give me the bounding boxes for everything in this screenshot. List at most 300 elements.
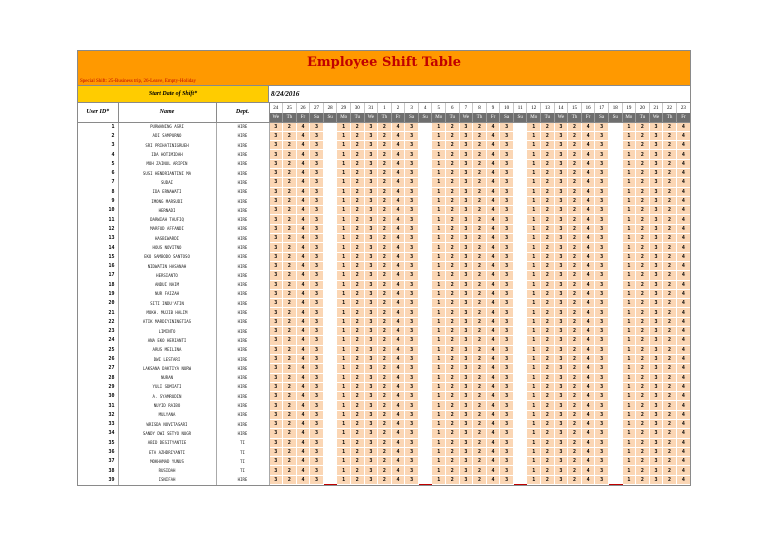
shift-cell[interactable]: 1: [622, 438, 636, 447]
shift-cell[interactable]: 3: [405, 466, 419, 475]
shift-cell[interactable]: 3: [554, 410, 568, 419]
name-cell[interactable]: NURAN: [118, 373, 216, 382]
shift-cell[interactable]: 3: [649, 234, 663, 243]
shift-cell[interactable]: 4: [296, 401, 310, 410]
shift-cell[interactable]: 2: [350, 447, 364, 456]
shift-cell[interactable]: 3: [649, 150, 663, 159]
shift-cell[interactable]: [418, 243, 432, 252]
shift-cell[interactable]: 2: [378, 466, 392, 475]
shift-cell[interactable]: 3: [595, 150, 609, 159]
shift-cell[interactable]: 2: [473, 429, 487, 438]
shift-cell[interactable]: 3: [500, 382, 514, 391]
shift-cell[interactable]: 4: [296, 345, 310, 354]
shift-cell[interactable]: 2: [473, 122, 487, 131]
name-cell[interactable]: HASBIWARDI: [118, 234, 216, 243]
shift-cell[interactable]: 4: [581, 252, 595, 261]
shift-cell[interactable]: 1: [432, 345, 446, 354]
shift-cell[interactable]: 3: [595, 354, 609, 363]
shift-cell[interactable]: 1: [622, 178, 636, 187]
shift-cell[interactable]: 1: [622, 168, 636, 177]
shift-cell[interactable]: 3: [364, 299, 378, 308]
user-id-cell[interactable]: 3: [78, 141, 118, 150]
shift-cell[interactable]: [418, 410, 432, 419]
shift-cell[interactable]: 4: [296, 141, 310, 150]
shift-cell[interactable]: 1: [432, 289, 446, 298]
shift-cell[interactable]: 4: [391, 308, 405, 317]
shift-cell[interactable]: 4: [581, 178, 595, 187]
name-cell[interactable]: HOUS NOVITNO: [118, 243, 216, 252]
shift-cell[interactable]: 3: [364, 345, 378, 354]
shift-cell[interactable]: 2: [568, 299, 582, 308]
dept-cell[interactable]: HIRE: [216, 234, 269, 243]
shift-cell[interactable]: 3: [554, 382, 568, 391]
shift-cell[interactable]: 2: [663, 410, 677, 419]
shift-cell[interactable]: 1: [527, 466, 541, 475]
shift-cell[interactable]: 4: [581, 429, 595, 438]
shift-cell[interactable]: 3: [405, 364, 419, 373]
shift-cell[interactable]: [513, 159, 527, 168]
shift-cell[interactable]: 1: [337, 280, 351, 289]
shift-cell[interactable]: 3: [269, 392, 283, 401]
shift-cell[interactable]: 1: [432, 131, 446, 140]
dept-cell[interactable]: HIRE: [216, 168, 269, 177]
shift-cell[interactable]: 1: [622, 196, 636, 205]
shift-cell[interactable]: 2: [663, 345, 677, 354]
shift-cell[interactable]: 3: [500, 299, 514, 308]
shift-cell[interactable]: 2: [568, 243, 582, 252]
shift-cell[interactable]: 4: [581, 299, 595, 308]
name-cell[interactable]: NIDWATIN HASANAH: [118, 261, 216, 270]
shift-cell[interactable]: [608, 252, 622, 261]
shift-cell[interactable]: 2: [473, 447, 487, 456]
shift-cell[interactable]: 3: [595, 261, 609, 270]
shift-cell[interactable]: 2: [636, 252, 650, 261]
shift-cell[interactable]: 3: [269, 271, 283, 280]
shift-cell[interactable]: [608, 317, 622, 326]
shift-cell[interactable]: 3: [269, 317, 283, 326]
shift-cell[interactable]: 3: [649, 327, 663, 336]
shift-cell[interactable]: 3: [459, 252, 473, 261]
shift-cell[interactable]: 2: [283, 234, 297, 243]
shift-cell[interactable]: 4: [391, 327, 405, 336]
shift-cell[interactable]: 3: [459, 373, 473, 382]
shift-cell[interactable]: 1: [337, 261, 351, 270]
shift-cell[interactable]: 3: [595, 410, 609, 419]
shift-cell[interactable]: 2: [283, 299, 297, 308]
shift-cell[interactable]: 2: [350, 243, 364, 252]
shift-cell[interactable]: 1: [432, 280, 446, 289]
shift-cell[interactable]: 3: [649, 187, 663, 196]
shift-cell[interactable]: 3: [459, 336, 473, 345]
shift-cell[interactable]: 1: [622, 392, 636, 401]
shift-cell[interactable]: 2: [473, 215, 487, 224]
shift-cell[interactable]: 2: [473, 206, 487, 215]
shift-cell[interactable]: 2: [378, 271, 392, 280]
dept-cell[interactable]: HIRE: [216, 401, 269, 410]
shift-cell[interactable]: 3: [405, 382, 419, 391]
shift-cell[interactable]: 3: [595, 438, 609, 447]
shift-cell[interactable]: [418, 224, 432, 233]
shift-cell[interactable]: 3: [500, 159, 514, 168]
shift-cell[interactable]: 3: [459, 308, 473, 317]
shift-cell[interactable]: 2: [473, 392, 487, 401]
shift-cell[interactable]: 3: [364, 196, 378, 205]
shift-cell[interactable]: [513, 447, 527, 456]
shift-cell[interactable]: 2: [473, 354, 487, 363]
shift-cell[interactable]: 3: [554, 271, 568, 280]
shift-cell[interactable]: 4: [296, 159, 310, 168]
shift-cell[interactable]: 1: [527, 215, 541, 224]
shift-cell[interactable]: [323, 271, 337, 280]
shift-cell[interactable]: 3: [649, 215, 663, 224]
shift-cell[interactable]: 4: [581, 234, 595, 243]
shift-cell[interactable]: [513, 299, 527, 308]
shift-cell[interactable]: 2: [350, 215, 364, 224]
shift-cell[interactable]: 4: [391, 196, 405, 205]
shift-cell[interactable]: 3: [649, 410, 663, 419]
shift-cell[interactable]: [323, 447, 337, 456]
shift-cell[interactable]: 1: [527, 382, 541, 391]
shift-cell[interactable]: 4: [486, 187, 500, 196]
shift-cell[interactable]: 1: [337, 364, 351, 373]
shift-cell[interactable]: 3: [554, 438, 568, 447]
shift-cell[interactable]: 3: [405, 354, 419, 363]
user-id-cell[interactable]: 16: [78, 261, 118, 270]
shift-cell[interactable]: 3: [500, 168, 514, 177]
shift-cell[interactable]: 2: [378, 234, 392, 243]
shift-cell[interactable]: [323, 224, 337, 233]
shift-cell[interactable]: 2: [350, 122, 364, 131]
shift-cell[interactable]: 3: [459, 345, 473, 354]
shift-cell[interactable]: 4: [296, 224, 310, 233]
shift-cell[interactable]: 3: [364, 206, 378, 215]
shift-cell[interactable]: 2: [283, 317, 297, 326]
shift-cell[interactable]: 4: [581, 271, 595, 280]
shift-cell[interactable]: 4: [581, 438, 595, 447]
shift-cell[interactable]: 4: [486, 141, 500, 150]
shift-cell[interactable]: 4: [296, 299, 310, 308]
shift-cell[interactable]: 2: [636, 280, 650, 289]
shift-cell[interactable]: [323, 354, 337, 363]
shift-cell[interactable]: 2: [663, 364, 677, 373]
shift-cell[interactable]: 3: [500, 271, 514, 280]
shift-cell[interactable]: 1: [337, 234, 351, 243]
shift-cell[interactable]: 3: [405, 224, 419, 233]
shift-cell[interactable]: 3: [459, 429, 473, 438]
shift-cell[interactable]: 2: [636, 420, 650, 429]
shift-cell[interactable]: [323, 466, 337, 475]
shift-cell[interactable]: 3: [269, 206, 283, 215]
shift-cell[interactable]: 4: [676, 187, 690, 196]
shift-cell[interactable]: 2: [283, 457, 297, 466]
shift-cell[interactable]: 4: [296, 420, 310, 429]
shift-cell[interactable]: 3: [554, 178, 568, 187]
user-id-cell[interactable]: 24: [78, 336, 118, 345]
shift-cell[interactable]: 1: [337, 131, 351, 140]
shift-cell[interactable]: 3: [500, 187, 514, 196]
name-cell[interactable]: ATIK MARDIYININGTIAS: [118, 317, 216, 326]
dept-cell[interactable]: HIRE: [216, 327, 269, 336]
shift-cell[interactable]: 3: [595, 271, 609, 280]
shift-cell[interactable]: 3: [269, 187, 283, 196]
shift-cell[interactable]: [608, 243, 622, 252]
shift-cell[interactable]: 3: [500, 420, 514, 429]
shift-cell[interactable]: 3: [459, 243, 473, 252]
shift-cell[interactable]: [418, 354, 432, 363]
shift-cell[interactable]: 3: [500, 280, 514, 289]
shift-cell[interactable]: 2: [568, 354, 582, 363]
user-id-cell[interactable]: 10: [78, 206, 118, 215]
shift-cell[interactable]: 3: [364, 122, 378, 131]
shift-cell[interactable]: 3: [364, 261, 378, 270]
shift-cell[interactable]: 3: [364, 234, 378, 243]
shift-cell[interactable]: 4: [391, 299, 405, 308]
name-cell[interactable]: SUSI HENDRIANTINI MA: [118, 168, 216, 177]
shift-cell[interactable]: 3: [649, 466, 663, 475]
shift-cell[interactable]: 2: [378, 196, 392, 205]
shift-cell[interactable]: 2: [541, 327, 555, 336]
shift-cell[interactable]: 4: [676, 475, 690, 484]
shift-cell[interactable]: 4: [581, 475, 595, 484]
shift-cell[interactable]: 2: [283, 475, 297, 484]
shift-cell[interactable]: 2: [636, 466, 650, 475]
shift-cell[interactable]: 3: [554, 336, 568, 345]
shift-cell[interactable]: 2: [636, 215, 650, 224]
shift-cell[interactable]: 2: [350, 159, 364, 168]
shift-cell[interactable]: 4: [581, 289, 595, 298]
shift-cell[interactable]: 1: [527, 299, 541, 308]
shift-cell[interactable]: 3: [459, 457, 473, 466]
shift-cell[interactable]: [418, 141, 432, 150]
shift-cell[interactable]: 2: [446, 420, 460, 429]
shift-cell[interactable]: 2: [378, 429, 392, 438]
shift-cell[interactable]: 2: [378, 122, 392, 131]
shift-cell[interactable]: 2: [378, 159, 392, 168]
shift-cell[interactable]: 3: [364, 410, 378, 419]
shift-cell[interactable]: 3: [405, 150, 419, 159]
shift-cell[interactable]: 2: [283, 122, 297, 131]
shift-cell[interactable]: 3: [269, 429, 283, 438]
shift-cell[interactable]: 1: [337, 447, 351, 456]
shift-cell[interactable]: [608, 224, 622, 233]
shift-cell[interactable]: [608, 150, 622, 159]
shift-cell[interactable]: 2: [350, 206, 364, 215]
shift-cell[interactable]: 2: [446, 168, 460, 177]
shift-cell[interactable]: 2: [350, 131, 364, 140]
shift-cell[interactable]: 2: [636, 392, 650, 401]
shift-cell[interactable]: 4: [486, 429, 500, 438]
shift-cell[interactable]: 4: [296, 280, 310, 289]
shift-cell[interactable]: 1: [527, 261, 541, 270]
shift-cell[interactable]: 2: [636, 308, 650, 317]
shift-cell[interactable]: 3: [405, 457, 419, 466]
shift-cell[interactable]: 2: [378, 447, 392, 456]
shift-cell[interactable]: 1: [432, 354, 446, 363]
shift-cell[interactable]: 4: [676, 168, 690, 177]
shift-cell[interactable]: 1: [337, 215, 351, 224]
dept-cell[interactable]: HIRE: [216, 420, 269, 429]
shift-cell[interactable]: [608, 373, 622, 382]
shift-cell[interactable]: 3: [554, 364, 568, 373]
shift-cell[interactable]: 4: [391, 159, 405, 168]
shift-cell[interactable]: 3: [459, 131, 473, 140]
shift-cell[interactable]: 1: [622, 317, 636, 326]
shift-cell[interactable]: 3: [459, 420, 473, 429]
shift-cell[interactable]: 2: [636, 373, 650, 382]
shift-cell[interactable]: 4: [296, 271, 310, 280]
shift-cell[interactable]: 2: [541, 280, 555, 289]
shift-cell[interactable]: 1: [432, 382, 446, 391]
shift-cell[interactable]: 2: [350, 141, 364, 150]
shift-cell[interactable]: 2: [541, 243, 555, 252]
shift-cell[interactable]: 2: [663, 327, 677, 336]
shift-cell[interactable]: 3: [554, 447, 568, 456]
shift-cell[interactable]: 3: [310, 150, 324, 159]
shift-cell[interactable]: 3: [649, 354, 663, 363]
shift-cell[interactable]: 3: [459, 475, 473, 484]
shift-cell[interactable]: 2: [663, 159, 677, 168]
shift-cell[interactable]: 3: [500, 261, 514, 270]
shift-cell[interactable]: [418, 122, 432, 131]
shift-cell[interactable]: 2: [636, 317, 650, 326]
shift-cell[interactable]: 3: [269, 382, 283, 391]
shift-cell[interactable]: 2: [378, 382, 392, 391]
shift-cell[interactable]: 1: [622, 224, 636, 233]
shift-cell[interactable]: 3: [310, 336, 324, 345]
name-cell[interactable]: WRISDA NOVITASARI: [118, 420, 216, 429]
shift-cell[interactable]: 2: [378, 289, 392, 298]
shift-cell[interactable]: 2: [350, 457, 364, 466]
shift-cell[interactable]: 3: [310, 141, 324, 150]
shift-cell[interactable]: 2: [541, 354, 555, 363]
shift-cell[interactable]: 3: [364, 447, 378, 456]
shift-cell[interactable]: 2: [473, 234, 487, 243]
user-id-cell[interactable]: 23: [78, 327, 118, 336]
name-cell[interactable]: MARFUD AFFANDI: [118, 224, 216, 233]
shift-cell[interactable]: 3: [595, 429, 609, 438]
dept-cell[interactable]: HIRE: [216, 336, 269, 345]
user-id-cell[interactable]: 31: [78, 401, 118, 410]
shift-cell[interactable]: 4: [676, 354, 690, 363]
shift-cell[interactable]: 4: [391, 475, 405, 484]
shift-cell[interactable]: 4: [676, 271, 690, 280]
shift-cell[interactable]: 3: [554, 466, 568, 475]
shift-cell[interactable]: 3: [595, 243, 609, 252]
shift-cell[interactable]: 3: [269, 261, 283, 270]
shift-cell[interactable]: [608, 271, 622, 280]
shift-cell[interactable]: 1: [432, 364, 446, 373]
shift-cell[interactable]: 1: [432, 308, 446, 317]
shift-cell[interactable]: 4: [676, 122, 690, 131]
shift-cell[interactable]: 3: [554, 131, 568, 140]
shift-cell[interactable]: 3: [310, 410, 324, 419]
shift-cell[interactable]: [608, 141, 622, 150]
shift-cell[interactable]: 4: [391, 289, 405, 298]
shift-cell[interactable]: 2: [636, 429, 650, 438]
shift-cell[interactable]: 4: [486, 196, 500, 205]
user-id-cell[interactable]: 37: [78, 457, 118, 466]
shift-cell[interactable]: 2: [446, 457, 460, 466]
shift-cell[interactable]: 2: [446, 336, 460, 345]
shift-cell[interactable]: 4: [296, 252, 310, 261]
shift-cell[interactable]: 2: [378, 457, 392, 466]
shift-cell[interactable]: 1: [622, 308, 636, 317]
shift-cell[interactable]: 4: [676, 447, 690, 456]
shift-cell[interactable]: 2: [283, 271, 297, 280]
shift-cell[interactable]: 4: [676, 336, 690, 345]
shift-cell[interactable]: 3: [459, 354, 473, 363]
shift-cell[interactable]: 2: [541, 457, 555, 466]
shift-cell[interactable]: 4: [296, 410, 310, 419]
shift-cell[interactable]: 1: [432, 392, 446, 401]
shift-cell[interactable]: [323, 187, 337, 196]
shift-cell[interactable]: 1: [527, 159, 541, 168]
shift-cell[interactable]: 3: [595, 252, 609, 261]
shift-cell[interactable]: [418, 447, 432, 456]
shift-cell[interactable]: 4: [581, 141, 595, 150]
shift-cell[interactable]: 1: [527, 150, 541, 159]
shift-cell[interactable]: 4: [391, 438, 405, 447]
shift-cell[interactable]: [418, 457, 432, 466]
shift-cell[interactable]: 1: [527, 364, 541, 373]
shift-cell[interactable]: 4: [676, 392, 690, 401]
shift-cell[interactable]: 1: [337, 382, 351, 391]
shift-cell[interactable]: 3: [459, 168, 473, 177]
shift-cell[interactable]: 2: [636, 447, 650, 456]
shift-cell[interactable]: 4: [486, 234, 500, 243]
name-cell[interactable]: SANDY DWI SETYO NUGR: [118, 429, 216, 438]
shift-cell[interactable]: 2: [378, 392, 392, 401]
shift-cell[interactable]: 2: [283, 410, 297, 419]
shift-cell[interactable]: 2: [473, 420, 487, 429]
shift-cell[interactable]: 2: [378, 243, 392, 252]
shift-cell[interactable]: 3: [364, 420, 378, 429]
shift-cell[interactable]: 2: [636, 410, 650, 419]
shift-cell[interactable]: 3: [595, 373, 609, 382]
shift-cell[interactable]: 4: [296, 215, 310, 224]
shift-cell[interactable]: 2: [636, 178, 650, 187]
shift-cell[interactable]: 1: [337, 141, 351, 150]
user-id-cell[interactable]: 20: [78, 299, 118, 308]
shift-cell[interactable]: 2: [473, 308, 487, 317]
shift-cell[interactable]: 1: [527, 271, 541, 280]
shift-cell[interactable]: 2: [473, 299, 487, 308]
shift-cell[interactable]: 2: [636, 187, 650, 196]
shift-cell[interactable]: 2: [568, 466, 582, 475]
shift-cell[interactable]: 3: [554, 392, 568, 401]
dept-cell[interactable]: TI: [216, 438, 269, 447]
user-id-cell[interactable]: 28: [78, 373, 118, 382]
shift-cell[interactable]: 3: [405, 475, 419, 484]
shift-cell[interactable]: [418, 196, 432, 205]
shift-cell[interactable]: [323, 196, 337, 205]
shift-cell[interactable]: 1: [622, 410, 636, 419]
shift-cell[interactable]: 2: [446, 410, 460, 419]
shift-cell[interactable]: 1: [527, 234, 541, 243]
shift-cell[interactable]: 1: [527, 420, 541, 429]
shift-cell[interactable]: 3: [500, 224, 514, 233]
shift-cell[interactable]: 1: [337, 457, 351, 466]
shift-cell[interactable]: 3: [500, 438, 514, 447]
shift-cell[interactable]: 4: [581, 364, 595, 373]
shift-cell[interactable]: 3: [595, 206, 609, 215]
shift-cell[interactable]: 3: [595, 364, 609, 373]
shift-cell[interactable]: [323, 280, 337, 289]
shift-cell[interactable]: [418, 401, 432, 410]
shift-cell[interactable]: 3: [310, 475, 324, 484]
shift-cell[interactable]: [608, 466, 622, 475]
shift-cell[interactable]: 2: [663, 261, 677, 270]
